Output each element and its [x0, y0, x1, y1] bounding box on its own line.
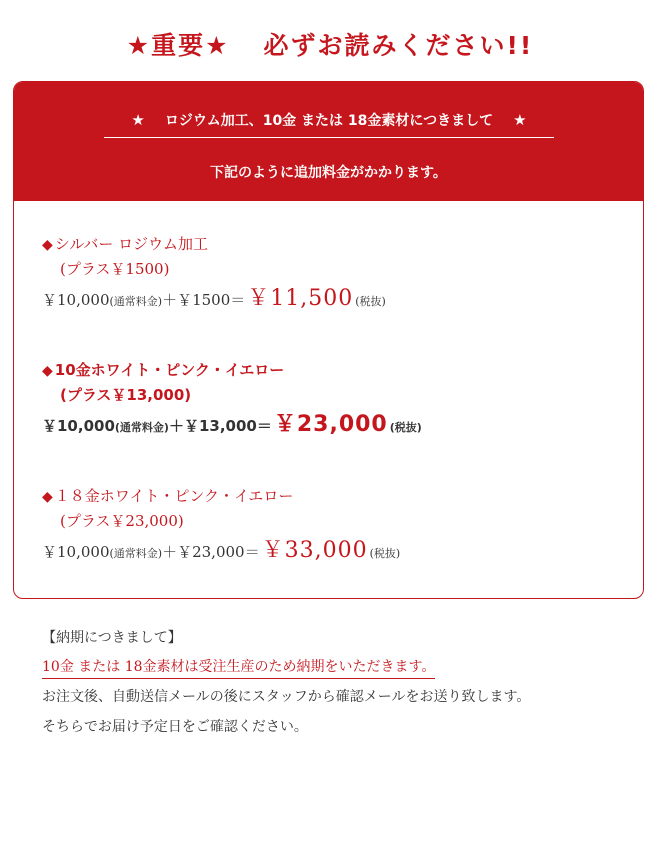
- notice-headline: [0, 26, 660, 62]
- option-plus-price: (プラス￥13,000): [60, 386, 192, 404]
- delivery-line-1: お注文後、自動送信メールの後にスタッフから確認メールをお送り致します。: [42, 689, 531, 705]
- base-price: ￥10,000: [42, 417, 115, 435]
- diamond-icon: ◆: [42, 363, 53, 379]
- headline-important: ★重要★: [126, 31, 230, 60]
- base-price: ￥10,000: [42, 291, 110, 309]
- tax-note: (税抜): [355, 295, 386, 308]
- option-18k-gold: [42, 486, 400, 568]
- option-plus-price: (プラス￥1500): [60, 260, 170, 278]
- surcharge-box-header: [14, 82, 643, 201]
- surcharge-subtitle: 下記のように追加料金がかかります。: [210, 165, 447, 181]
- surcharge-title-row: [104, 108, 554, 138]
- base-price-note: (通常料金): [109, 547, 163, 560]
- option-price-calc: [42, 537, 400, 568]
- tax-note: (税抜): [389, 421, 422, 434]
- surcharge-box: [13, 81, 644, 599]
- base-price: ￥10,000: [42, 543, 110, 561]
- delivery-highlight: 10金 または 18金素材は受注生産のため納期をいただきます。: [42, 658, 435, 679]
- option-title: ◆ １８金ホワイト・ピンク・イエロー: [42, 487, 294, 505]
- diamond-icon: ◆: [42, 489, 53, 505]
- delivery-heading: 【納期につきまして】: [42, 630, 182, 646]
- option-price-calc: [42, 411, 422, 442]
- option-title: ◆ シルバー ロジウム加工: [42, 235, 208, 253]
- addition-price: ＋￥1500＝: [162, 291, 246, 309]
- base-price-note: (通常料金): [109, 295, 163, 308]
- diamond-icon: ◆: [42, 237, 53, 253]
- total-price: ￥33,000: [261, 538, 368, 563]
- surcharge-title: ロジウム加工、10金 または 18金素材につきまして: [164, 112, 494, 129]
- tax-note: (税抜): [369, 547, 401, 560]
- addition-price: ＋￥23,000＝: [162, 543, 260, 561]
- total-price: ￥23,000: [273, 412, 388, 437]
- option-silver-rhodium: [42, 234, 386, 316]
- option-plus-price: (プラス￥23,000): [60, 512, 184, 530]
- option-price-calc: [42, 285, 386, 316]
- total-price: ￥11,500: [247, 286, 354, 311]
- base-price-note: (通常料金): [114, 421, 169, 434]
- option-10k-gold: [42, 360, 422, 442]
- option-title: ◆ 10金ホワイト・ピンク・イエロー: [42, 361, 285, 379]
- delivery-line-2: そちらでお届け予定日をご確認ください。: [42, 719, 308, 735]
- headline-please-read: 必ずお読みください!!: [263, 31, 534, 60]
- star-icon: ★: [513, 110, 527, 129]
- delivery-section: [42, 628, 530, 737]
- star-icon: ★: [131, 110, 145, 129]
- addition-price: ＋￥13,000＝: [168, 417, 272, 435]
